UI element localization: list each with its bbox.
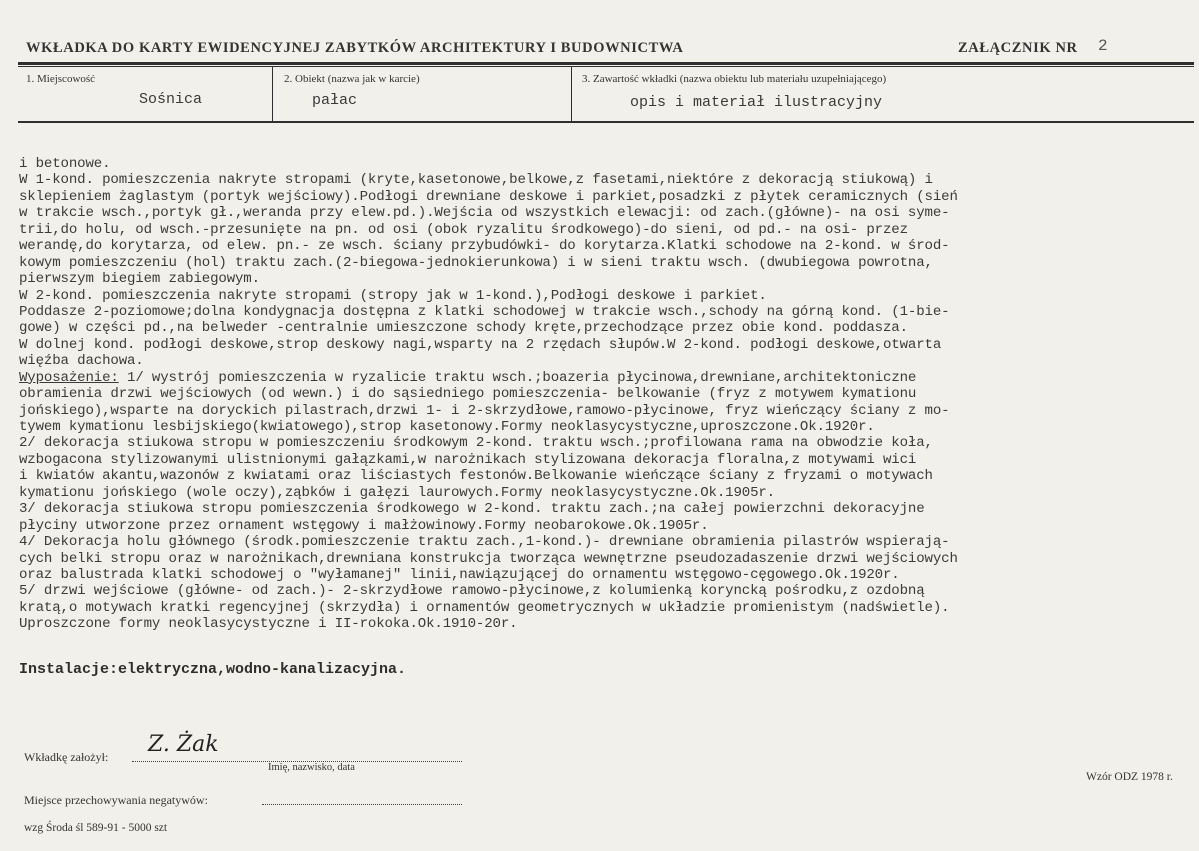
text-line: oraz balustrada klatki schodowej o "wyłamanej" linii,nawiązującej do ornamentu wstęgowo-cęgowego.Ok.1920r.	[19, 566, 900, 583]
annex-number: 2	[1098, 37, 1108, 55]
negatives-label: Miejsce przechowywania negatywów:	[24, 793, 208, 807]
print-info: wzg Środa śl 589-91 - 5000 szt	[24, 822, 168, 834]
text-line: wzbogacona stylizowanymi ulistnionymi gałązkami,w narożnikach stylizowana dekoracja floralna,z motywami wici	[19, 451, 917, 468]
text-line: kymationu jońskiego (wole oczy),ząbków i gałęzi laurowych.Formy neoklasycystyczne.Ok.1905r.	[19, 484, 775, 501]
header-rule-mid	[18, 66, 1194, 67]
annex-label: ZAŁĄCZNIK NR	[958, 40, 1078, 56]
text-line: sklepieniem żaglastym (portyk wejściowy).Podłogi drewniane deskowe i parkiet,posadzki z płytek ceramicznych (sień	[19, 188, 958, 205]
contents-value: opis i materiał ilustracyjny	[630, 94, 883, 111]
object-label: 2. Obiekt (nazwa jak w karcie)	[284, 73, 420, 85]
text-line: i kwiatów akantu,wazonów z kwiatami oraz liściastych festonów.Belkowanie wieńczące ściany z fryzami o motywach	[19, 468, 933, 485]
locality-label: 1. Miejscowość	[26, 73, 96, 85]
form-code: Wzór ODZ 1978 r.	[1086, 771, 1173, 783]
text-line: i betonowe.	[19, 156, 111, 172]
object-value: pałac	[312, 92, 358, 109]
text-line: Poddasze 2-poziomowe;dolna kondygnacja dostępna z klatki schodowej w trakcie wsch.,schody na górną kond. (1-bie-	[19, 303, 950, 320]
text-line: 3/ dekoracja stiukowa stropu pomieszczenia środkowego w 2-kond. traktu zach.;na całej powierzchni dekoracyjne	[19, 501, 925, 518]
text-line	[19, 370, 1189, 386]
text-line: trii,do holu, od wsch.-przesunięte na pn. od osi (obok ryzalitu środkowego)-do sieni, od pd.- na osi- przez	[19, 221, 908, 238]
locality-value: Sośnica	[139, 91, 203, 108]
negatives-dotted-line	[262, 804, 462, 805]
text-line: gowe) w części pd.,na belweder -centralnie umieszczone schody kręte,przechodzące przez obie kond. poddasza.	[19, 320, 908, 337]
text-line: kratą,o motywach kratki regencyjnej (skrzydła) i ornamentów geometrycznych w układzie promienistym (nadświetle).	[19, 599, 950, 616]
contents-label: 3. Zawartość wkładki (nazwa obiektu lub materiału uzupełniającego)	[582, 73, 887, 85]
text-line: więźba dachowa.	[19, 353, 144, 370]
header-rule-bottom	[18, 121, 1194, 123]
field-divider-2	[571, 66, 572, 122]
text-line: W 2-kond. pomieszczenia nakryte stropami (stropy jak w 1-kond.),Podłogi deskowe i parkiet.	[19, 287, 767, 304]
text-line: pierwszym biegiem zabiegowym.	[19, 271, 260, 288]
text-line: 2/ dekoracja stiukowa stropu w pomieszczeniu środkowym 2-kond. traktu wsch.;profilowana rama na obwodzie koła,	[19, 435, 933, 452]
text-line: 5/ drzwi wejściowe (główne- od zach.)- 2-skrzydłowe ramowo-płycinowe,z kolumienką koryncką pośrodku,z ozdobną	[19, 583, 925, 600]
text-line: cych belki stropu oraz w narożnikach,drewniana konstrukcja tworząca wewnętrzne pseudozadaszenie drzwi wejściowych	[19, 550, 958, 567]
text-line: płyciny utworzone przez ornament wstęgowy i małżowinowy.Formy neobarokowe.Ok.1905r.	[19, 517, 709, 534]
installations-line: Instalacje:elektryczna,wodno-kanalizacyjna.	[19, 661, 407, 678]
header-rule-top	[18, 62, 1194, 65]
created-by-label: Wkładkę założył:	[24, 750, 109, 764]
text-line: kowym pomieszczeniu (hol) traktu zach.(2-biegowa-jednokierunkowa) i w sieni traktu wsch. (dwubiegowa powrotna,	[19, 254, 933, 271]
text-line: werandę,do korytarza, od elew. pn.- ze wsch. ściany przybudówki- do korytarza.Klatki schodowe na 2-kond. w środ-	[19, 238, 950, 255]
description-text	[19, 156, 1189, 633]
text-line: W 1-kond. pomieszczenia nakryte stropami (kryte,kasetonowe,belkowe,z fasetami,niektóre z dekoracją stiukową) i	[19, 172, 933, 189]
text-line: w trakcie wsch.,portyk gł.,weranda przy elew.pd.).Wejścia od wszystkich elewacji: od zach.(główne)- na osi syme-	[19, 205, 950, 222]
signature: Z. Żak	[148, 732, 219, 757]
text-line: tywem kymationu lesbijskiego(kwiatowego),strop kasetonowy.Formy neoklasycystyczne,uproszczone.Ok.1920r.	[19, 419, 875, 435]
equipment-heading: Wyposażenie:	[19, 369, 119, 386]
text-span: 1/ wystrój pomieszczenia w ryzalicie traktu wsch.;boazeria płycinowa,drewniane,architektoniczne	[118, 369, 917, 386]
field-divider-1	[272, 66, 273, 122]
text-line: jońskiego),wsparte na doryckich pilastrach,drzwi 1- i 2-skrzydłowe,ramowo-płycinowe, fryz wieńczący ściany z mo-	[19, 402, 950, 419]
text-line: W dolnej kond. podłogi deskowe,strop deskowy nagi,wsparty na 2 rzędach słupów.W 2-kond. podłogi deskowe,otwarta	[19, 336, 942, 353]
text-line: 4/ Dekoracja holu głównego (środk.pomieszczenie traktu zach.,1-kond.)- drewniane obramienia pilastrów wspierają-	[19, 534, 950, 551]
text-line: Uproszczone formy neoklasycystyczne i II-rokoka.Ok.1910-20r.	[19, 616, 518, 633]
card-title: WKŁADKA DO KARTY EWIDENCYJNEJ ZABYTKÓW ARCHITEKTURY I BUDOWNICTWA	[26, 40, 684, 56]
name-date-caption: Imię, nazwisko, data	[268, 762, 355, 773]
text-line: obramienia drzwi wejściowych (od wewn.) i do sąsiedniego pomieszczenia- belkowanie (fryz z motywem kymationu	[19, 386, 917, 403]
